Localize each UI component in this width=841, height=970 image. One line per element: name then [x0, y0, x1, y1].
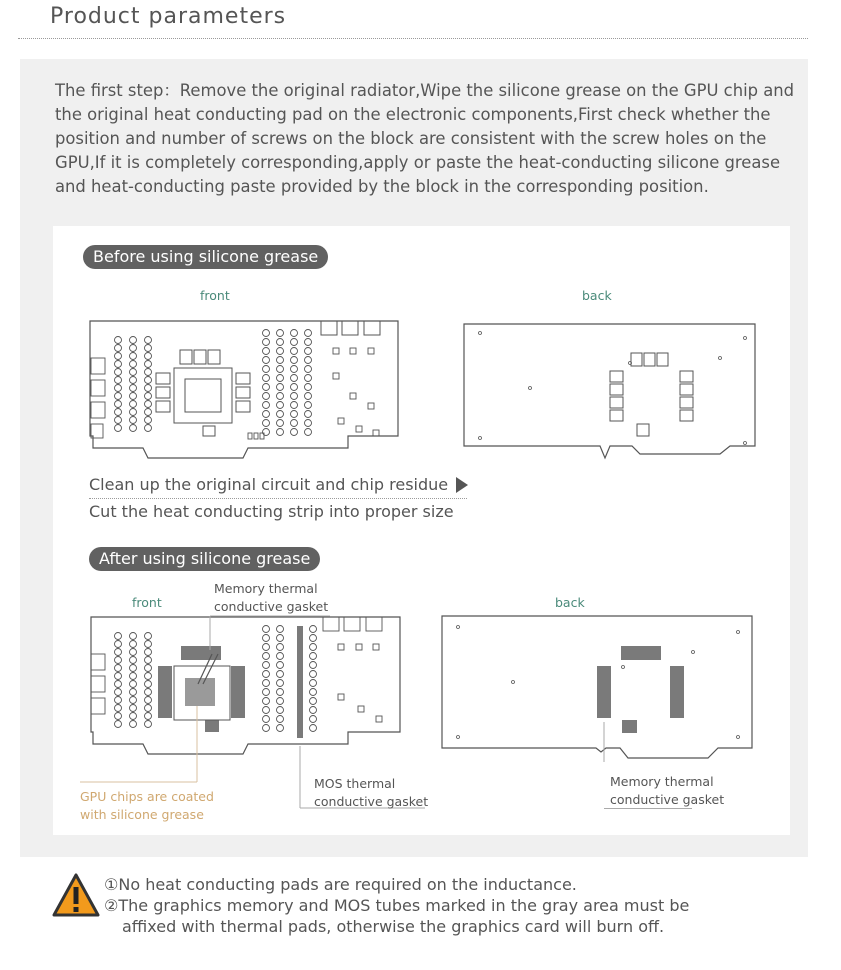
arrow-right-icon	[456, 477, 468, 493]
step-clean-up: Clean up the original circuit and chip residue	[89, 475, 449, 494]
before-back-label: back	[582, 288, 612, 303]
note-inductance: ①No heat conducting pads are required on the inductance.	[104, 875, 577, 894]
before-back-board-diagram	[460, 318, 760, 466]
after-front-label: front	[132, 595, 162, 610]
page-title: Product parameters	[50, 4, 287, 29]
before-front-board-diagram	[88, 318, 403, 466]
callout-gpu: GPU chips are coated with silicone grease	[80, 789, 214, 822]
warning-triangle-icon	[52, 872, 100, 920]
callout-mos: MOS thermal conductive gasket	[314, 776, 429, 809]
before-front-label: front	[200, 288, 230, 303]
after-back-label: back	[555, 595, 585, 610]
header-divider	[18, 38, 808, 39]
after-back-board-diagram	[438, 612, 758, 762]
note-thermal-pads: ②The graphics memory and MOS tubes marked in the gray area must be	[104, 896, 690, 915]
callout-memory-back: Memory thermal conductive gasket	[610, 774, 725, 807]
note-thermal-pads-cont: affixed with thermal pads, otherwise the graphics card will burn off.	[122, 917, 665, 936]
step-divider	[89, 498, 467, 499]
step-cut-strip: Cut the heat conducting strip into proper size	[89, 502, 454, 521]
before-section-title: Before using silicone grease	[83, 245, 328, 269]
callout-memory-front: Memory thermal conductive gasket	[214, 581, 329, 614]
after-section-title: After using silicone grease	[89, 547, 320, 571]
warning-notes	[104, 874, 689, 937]
intro-paragraph: The first step：Remove the original radiator,Wipe the silicone grease on the GPU chip and the original heat conducting pad on the electronic components,First check whether the position and number of screws on the block are consistent with the screw holes on the GPU,If it is completely corresponding,apply or paste the heat-conducting silicone grease and heat-conducting paste provided by the block in the corresponding position.	[55, 81, 795, 196]
